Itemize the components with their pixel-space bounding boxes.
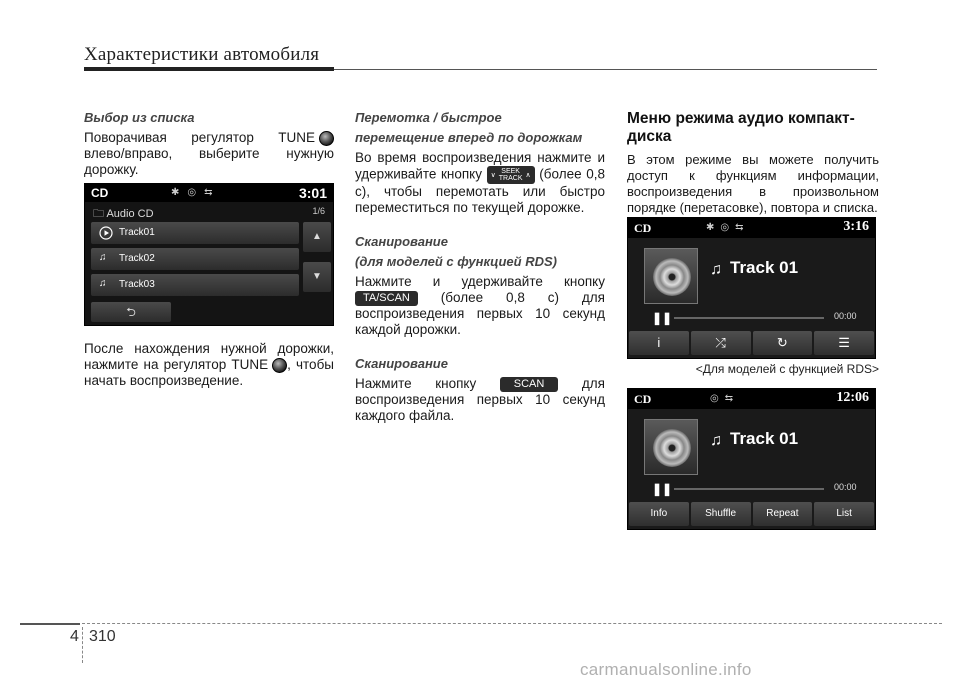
- track-name: Track03: [119, 279, 155, 290]
- elapsed-time: 00:00: [834, 311, 857, 321]
- track-title: Track 01: [730, 429, 799, 448]
- column-3: [627, 110, 879, 220]
- arrow-up-icon: ▲: [312, 231, 322, 242]
- paragraph-tune-play: [84, 341, 334, 389]
- subhead-seek-line1: Перемотка / быстрое: [355, 110, 502, 125]
- paragraph-text: , чтобы начать воспроизведение.: [84, 357, 335, 388]
- seek-track-button-icon: [487, 166, 535, 184]
- paragraph-scan: [355, 376, 605, 424]
- list-button[interactable]: ☰: [814, 331, 874, 355]
- subhead-scan-rds-line2: (для моделей с функцией RDS): [355, 254, 557, 269]
- chapter-number: 4: [70, 628, 79, 645]
- chevron-down-icon: ∨: [490, 171, 496, 179]
- column-1-bottom: [84, 341, 334, 393]
- scroll-down-button[interactable]: [303, 262, 331, 292]
- play-icon: [99, 226, 113, 240]
- clock: 3:16: [843, 219, 869, 234]
- track-title: Track 01: [730, 258, 799, 277]
- progress-bar: [674, 488, 824, 490]
- paragraph-text: Во время воспроизведения нажмите и удерживайте кнопку: [355, 150, 605, 182]
- footer-divider: [82, 627, 83, 663]
- track-row[interactable]: [91, 222, 299, 244]
- caption-rds: <Для моделей с функцией RDS>: [695, 362, 879, 376]
- chevron-up-icon: ∧: [525, 171, 531, 179]
- back-arrow-icon: ⮌: [126, 305, 136, 319]
- header-rule-thick: [84, 67, 334, 71]
- status-bar: [628, 389, 875, 409]
- watermark: carmanualsonline.info: [580, 660, 752, 679]
- paragraph-tune-select: [84, 130, 334, 178]
- back-button[interactable]: [91, 302, 171, 322]
- footer-rule-dashed: [82, 623, 942, 624]
- menu-buttons: [629, 502, 874, 526]
- track-label: TRACK: [498, 175, 523, 182]
- mode-label: CD: [91, 186, 109, 200]
- repeat-button[interactable]: Repeat: [753, 502, 813, 526]
- paragraph-text: для воспроизведения первых 10 секунд каждого файла.: [355, 376, 605, 423]
- status-icons: ✱◎⇆: [171, 187, 221, 198]
- screen-cd-rds: [627, 217, 876, 359]
- section-heading-cd-menu: Меню режима аудио компакт-диска: [627, 110, 855, 145]
- scroll-up-button[interactable]: [303, 222, 331, 252]
- paragraph-scan-rds: [355, 274, 605, 338]
- page-header-title: Характеристики автомобиля: [84, 44, 320, 65]
- status-bar: [628, 218, 875, 238]
- tune-knob-icon: [272, 358, 287, 373]
- footer-rule-thick: [20, 623, 80, 625]
- progress-bar: [674, 317, 824, 319]
- track-row[interactable]: [91, 248, 299, 270]
- status-bar: [85, 184, 333, 202]
- track-row[interactable]: [91, 274, 299, 296]
- shuffle-button[interactable]: ⤮: [691, 331, 751, 355]
- pause-icon[interactable]: ❚❚: [652, 311, 673, 325]
- arrow-down-icon: ▼: [312, 271, 322, 282]
- status-icons: ◎⇆: [710, 393, 740, 404]
- track-name: Track02: [119, 253, 155, 264]
- status-icons: ✱◎⇆: [706, 222, 750, 233]
- tune-knob-icon: [319, 131, 334, 146]
- disc-artwork: [644, 419, 698, 475]
- page-number: 310: [89, 628, 116, 645]
- paragraph-text: После нахождения нужной дорожки, нажмите на регулятор TUNE: [84, 341, 334, 372]
- music-note-icon: ♫: [99, 278, 107, 289]
- header-rule-thin: [334, 69, 877, 70]
- subhead-scan: Сканирование: [355, 356, 448, 371]
- info-button[interactable]: i: [629, 331, 689, 355]
- clock: 3:01: [298, 185, 327, 201]
- shuffle-button[interactable]: Shuffle: [691, 502, 751, 526]
- folder-name: Audio CD: [106, 208, 154, 220]
- info-button[interactable]: Info: [629, 502, 689, 526]
- list-button[interactable]: List: [814, 502, 874, 526]
- paragraph-text: (более 0,8 с) для воспроизведения первых 10 секунд каждой дорожки.: [355, 290, 605, 337]
- cd-disc-icon: [653, 258, 691, 296]
- ta-scan-button-icon: TA/SCAN: [355, 291, 418, 306]
- paragraph-seek: [355, 150, 605, 216]
- paragraph-text: Поворачивая регулятор TUNE: [84, 130, 315, 145]
- subhead-seek-line2: перемещение вперед по дорожкам: [355, 130, 583, 145]
- screen-track-list: [84, 183, 334, 326]
- paragraph-text: влево/вправо, выберите нужную дорожку.: [84, 146, 334, 177]
- paragraph-cd-menu: В этом режиме вы можете получить доступ к функциям информации, воспроизведения в произвольном порядке (перетасовке), повтора и списка.: [627, 152, 879, 215]
- column-2: [355, 110, 605, 428]
- page-count: 1/6: [312, 206, 325, 216]
- screen-cd: [627, 388, 876, 530]
- disc-artwork: [644, 248, 698, 304]
- mode-label: CD: [634, 221, 652, 235]
- seek-label: SEEK: [501, 168, 520, 175]
- music-note-icon: ♫: [710, 261, 722, 278]
- menu-buttons: [629, 331, 874, 355]
- clock: 12:06: [836, 390, 869, 405]
- mode-label: CD: [634, 392, 652, 406]
- repeat-button[interactable]: ↻: [753, 331, 813, 355]
- cd-disc-icon: [653, 429, 691, 467]
- music-note-icon: ♫: [99, 252, 107, 263]
- subhead-select-from-list: Выбор из списка: [84, 110, 195, 125]
- subhead-scan-rds-line1: Сканирование: [355, 234, 448, 249]
- scan-button-icon: SCAN: [500, 377, 559, 392]
- elapsed-time: 00:00: [834, 482, 857, 492]
- paragraph-text: (более 0,8 с), чтобы перемотать или быстро переместиться по текущей дорожке.: [355, 166, 605, 215]
- paragraph-text: Нажмите кнопку: [355, 376, 477, 391]
- track-name: Track01: [119, 227, 155, 238]
- folder-icon: 🗀: [93, 208, 104, 220]
- pause-icon[interactable]: ❚❚: [652, 482, 673, 496]
- paragraph-text: Нажмите и удерживайте кнопку: [355, 274, 605, 289]
- music-note-icon: ♫: [710, 432, 722, 449]
- column-1: [84, 110, 334, 182]
